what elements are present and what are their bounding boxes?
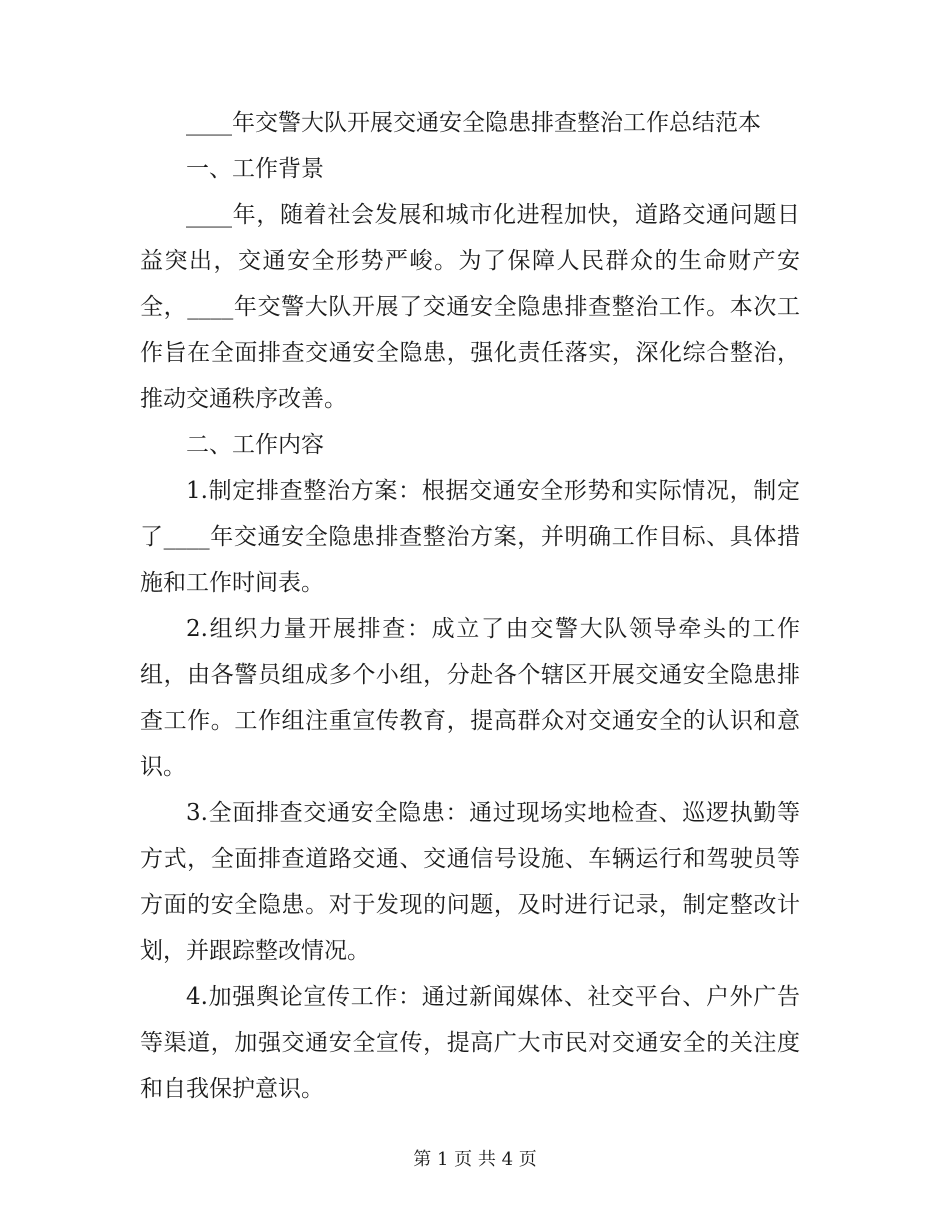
paragraph-background: ____年，随着社会发展和城市化进程加快，道路交通问题日益突出，交通安全形势严峻。为了保障人民群众的生命财产安全，____年交警大队开展了交通安全隐患排查整治工作。本次工作旨在全面排查交通安全隐患，强化责任落实，深化综合整治，推动交通秩序改善。 <box>140 202 800 412</box>
section-heading-background: 一、工作背景 <box>186 156 324 182</box>
paragraph-item-1: 1.制定排查整治方案：根据交通安全形势和实际情况，制定了____年交通安全隐患排查整治方案，并明确工作目标、具体措施和工作时间表。 <box>140 478 800 596</box>
section-heading-content: 二、工作内容 <box>186 432 324 458</box>
paragraph-item-4: 4.加强舆论宣传工作：通过新闻媒体、社交平台、户外广告等渠道，加强交通安全宣传，提高广大市民对交通安全的关注度和自我保护意识。 <box>140 984 800 1102</box>
document-title: ____年交警大队开展交通安全隐患排查整治工作总结范本 <box>186 110 761 136</box>
paragraph-item-3: 3.全面排查交通安全隐患：通过现场实地检查、巡逻执勤等方式，全面排查道路交通、交通信号设施、车辆运行和驾驶员等方面的安全隐患。对于发现的问题，及时进行记录，制定整改计划，并跟踪整改情况。 <box>140 800 800 964</box>
page-number-footer: 第 1 页 共 4 页 <box>413 1149 537 1170</box>
document-body <box>140 100 800 1112</box>
paragraph-item-2: 2.组织力量开展排查：成立了由交警大队领导牵头的工作组，由各警员组成多个小组，分赴各个辖区开展交通安全隐患排查工作。工作组注重宣传教育，提高群众对交通安全的认识和意识。 <box>140 616 800 780</box>
